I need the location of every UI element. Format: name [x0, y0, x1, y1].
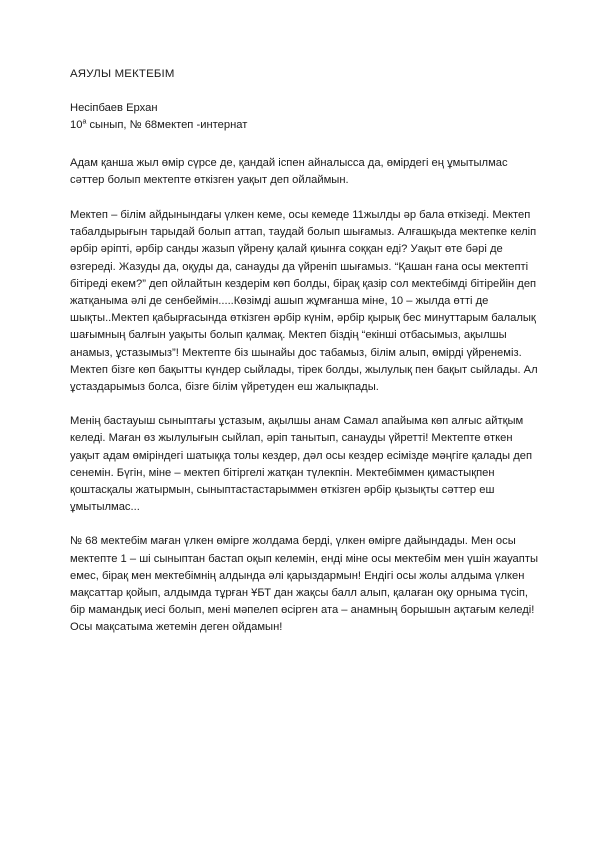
- paragraph-3: Менің бастауыш сыныптағы ұстазым, ақылшы анам Самал апайыма көп алғыс айтқым келеді. Маған өз жылулығын сыйлап, әріп танытып, санауды үйретті! Мектепте өткен уақыт адам өміріндегі шатыққа толы кездер, дәл осы кездер есімізде мәңгіге қалады деп сенемін. Бүгін, міне – мектеп бітіргелі жатқан түлекпін. Мектебіммен қимастықпен қоштасқалы жатырмын, сыныптастастарыммен өткізген әрбір қызықты сәттер еш ұмытылмас...: [70, 415, 532, 514]
- document-title: АЯУЛЫ МЕКТЕБІМ: [70, 68, 175, 80]
- paragraph-2: Мектеп – білім айдынындағы үлкен кеме, осы кемеде 11жылды әр бала өткізеді. Мектеп табалдырығын тарыдай болып аттап, таудай болып шығамыз. Алғашқыда мектепке келіп әрбір әріпті, әрбір санды жазып үйрену қалай қиынға соққан еді? Уақыт өте бәрі де өзгереді. Жазуды да, оқуды да, санауды да үйреніп шығамыз. “Қашан ғана осы мектепті бітіреді екем?” деп ойлайтын кездерім көп болды, бірақ қазір сол мектебімді бітірейін деп жатқаныма әлі де сенбеймін.....Көзімді ашып жұмғанша міне, 10 – жылда өтті де шықты..Мектеп қабырғасында өткізген әрбір күнім, әрбір қырық бес минуттарым балалық шағымның балғын уақыты болып қалмақ. Мектеп біздің “екінші отбасымыз, ақылшы анамыз, ұстазымыз”! Мектепте біз шынайы дос табамыз, білім алып, өмірді үйренеміз. Мектеп бізге көп бақытты күндер сыйлады, тірек болды, жылулық пен бақыт сыйлады. Ал ұстаздарымыз болса, бізге білім үйретуден еш жалықпады.: [70, 209, 538, 394]
- author-name: Несіпбаев Ерхан: [70, 102, 158, 115]
- class-letter: а: [82, 118, 87, 126]
- paragraph-4: № 68 мектебім маған үлкен өмірге жолдама берді, үлкен өмірге дайындады. Мен осы мектепте 1 – ші сыныптан бастап оқып келемін, енді міне осы мектебім мен үшін жауапты емес, бірақ мен мектебімнің алдында әлі қарыздармын! Ендігі осы жолы алдыма үлкен мақсаттар қойып, алдымда тұрған ҰБТ дан жақсы балл алып, қалаған оқу орныма түсіп, бір мамандық иесі болып, мені мәпелеп өсірген ата – анамның борышын ақтағым келеді! Осы мақсатыма жетемін деген ойдамын!: [70, 535, 538, 634]
- document-content: [70, 66, 545, 654]
- author-block: [70, 100, 545, 134]
- class-number: 10: [70, 119, 83, 132]
- class-info: [70, 117, 545, 134]
- paragraph-1: Адам қанша жыл өмір сүрсе де, қандай іспен айналысса да, өмірдегі ең ұмытылмас сәттер болып мектепте өткізген уақыт деп ойлаймын.: [70, 156, 508, 186]
- class-school: сынып, № 68мектеп -интернат: [86, 119, 248, 132]
